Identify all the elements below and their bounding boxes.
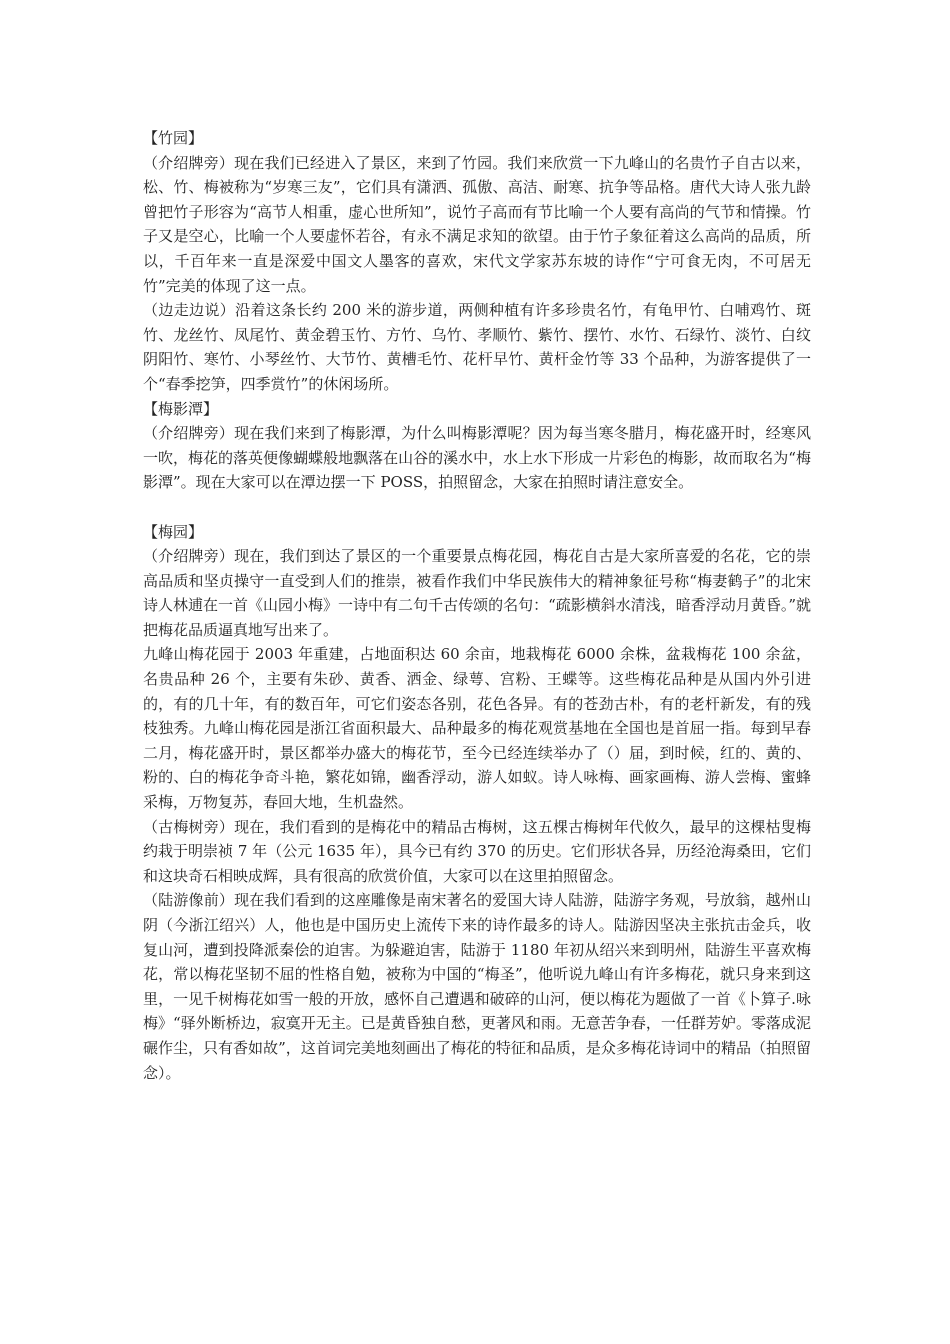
- paragraph: （边走边说）沿着这条长约 200 米的游步道，两侧种植有许多珍贵名竹，有龟甲竹、白哺鸡竹、斑竹、龙丝竹、凤尾竹、黄金碧玉竹、方竹、乌竹、孝顺竹、紫竹、摆竹、水竹、石绿竹、淡竹、白纹阴阳竹、寒竹、小琴丝竹、大节竹、黄槽毛竹、花杆早竹、黄杆金竹等 33 个品种，为游客提供了一个“春季挖笋，四季赏竹”的休闲场所。: [143, 301, 811, 393]
- paragraph: （古梅树旁）现在，我们看到的是梅花中的精品古梅树，这五棵古梅树年代攸久，最早的这棵枯叟梅约栽于明崇祯 7 年（公元 1635 年），具今已有约 370 的历史。它们形状各异，历经沧海桑田，它们和这块奇石相映成辉，具有很高的欣赏价值，大家可以在这里拍照留念。: [143, 817, 811, 885]
- paragraph: （陆游像前）现在我们看到的这座雕像是南宋著名的爱国大诗人陆游，陆游字务观，号放翁，越州山阴（今浙江绍兴）人，他也是中国历史上流传下来的诗作最多的诗人。陆游因坚决主张抗击金兵，收复山河，遭到投降派秦侩的迫害。为躲避迫害，陆游于 1180 年初从绍兴来到明州，陆游生平喜欢梅花，常以梅花坚韧不屈的性格自勉，被称为中国的“梅圣”，他听说九峰山有许多梅花，就只身来到这里，一见千树梅花如雪一般的开放，感怀自己遭遇和破碎的山河，便以梅花为题做了一首《卜算子.咏梅》“驿外断桥边，寂寞开无主。已是黄昏独自愁，更著风和雨。无意苦争春，一任群芳妒。零落成泥碾作尘，只有香如故”，这首词完美地刻画出了梅花的特征和品质，是众多梅花诗词中的精品（拍照留念）。: [143, 891, 811, 1082]
- section-heading: 【梅影潭】: [143, 399, 219, 418]
- section-bamboo-garden: [143, 126, 811, 397]
- section-plum-garden: [143, 520, 811, 1086]
- document-page: [143, 126, 811, 1085]
- paragraph: （介绍牌旁）现在我们来到了梅影潭，为什么叫梅影潭呢？因为每当寒冬腊月，梅花盛开时，经寒风一吹，梅花的落英便像蝴蝶般地飘落在山谷的溪水中，水上水下形成一片彩色的梅影，故而取名为“梅影潭”。现在大家可以在潭边摆一下 POSS，拍照留念，大家在拍照时请注意安全。: [143, 424, 811, 492]
- blank-line: [143, 495, 811, 520]
- paragraph: （介绍牌旁）现在，我们到达了景区的一个重要景点梅花园，梅花自古是大家所喜爱的名花，它的崇高品质和坚贞操守一直受到人们的推崇，被看作我们中华民族伟大的精神象征号称“梅妻鹤子”的北宋诗人林逋在一首《山园小梅》一诗中有二句千古传颂的名句：“疏影横斜水清浅，暗香浮动月黄昏。”就把梅花品质逼真地写出来了。: [143, 547, 811, 639]
- section-heading: 【梅园】: [143, 522, 204, 541]
- paragraph: 九峰山梅花园于 2003 年重建，占地面积达 60 余亩，地栽梅花 6000 余株，盆栽梅花 100 余盆，名贵品种 26 个，主要有朱砂、黄香、洒金、绿萼、宫粉、王蝶等。这些梅花品种是从国内外引进的，有的几十年，有的数百年，可它们姿态各别，花色各异。有的苍劲古朴，有的老杆新发，有的残枝独秀。九峰山梅花园是浙江省面积最大、品种最多的梅花观赏基地在全国也是首屈一指。每到早春二月，梅花盛开时，景区都举办盛大的梅花节，至今已经连续举办了（）届，到时候，红的、黄的、粉的、白的梅花争奇斗艳，繁花如锦，幽香浮动，游人如蚁。诗人咏梅、画家画梅、游人尝梅、蜜蜂采梅，万物复苏，春回大地，生机盎然。: [143, 645, 811, 812]
- section-heading: 【竹园】: [143, 129, 204, 147]
- section-plum-shadow-pond: [143, 397, 811, 495]
- paragraph: （介绍牌旁）现在我们已经进入了景区，来到了竹园。我们来欣赏一下九峰山的名贵竹子自古以来，松、竹、梅被称为“岁寒三友”，它们具有潇洒、孤傲、高洁、耐寒、抗争等品格。唐代大诗人张九龄曾把竹子形容为“高节人相重，虚心世所知”，说竹子高而有节比喻一个人要有高尚的气节和情操。竹子又是空心，比喻一个人要虚怀若谷，有永不满足求知的欲望。由于竹子象征着这么高尚的品质，所以，千百年来一直是深爱中国文人墨客的喜欢，宋代文学家苏东坡的诗作“宁可食无肉，不可居无竹”完美的体现了这一点。: [143, 153, 811, 295]
